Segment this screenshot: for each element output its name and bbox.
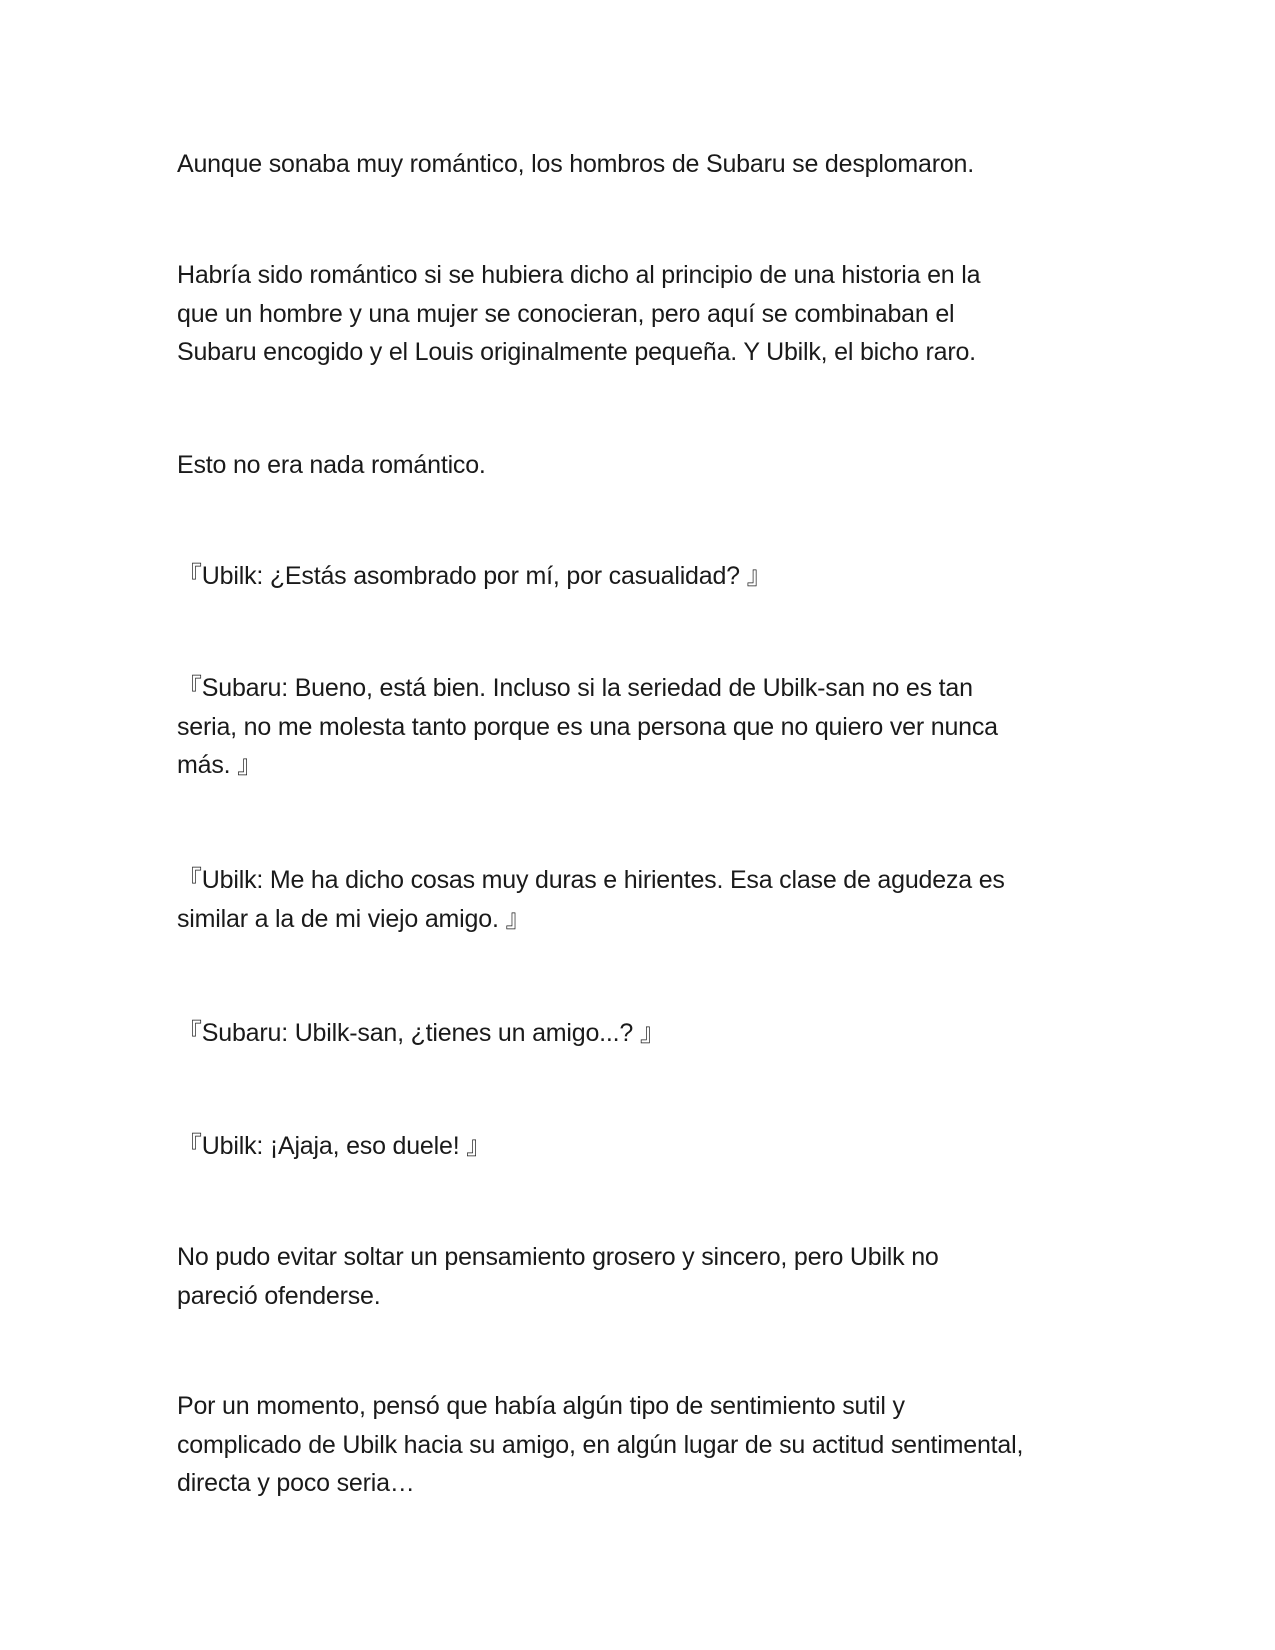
dialogue-ubilk-2: 『Ubilk: Me ha dicho cosas muy duras e hirientes. Esa clase de agudeza es similar a la de mi viejo amigo. 』 bbox=[177, 866, 1005, 933]
paragraph-1: Aunque sonaba muy romántico, los hombros de Subaru se desplomaron. bbox=[177, 150, 974, 178]
paragraph-5: Por un momento, pensó que había algún tipo de sentimiento sutil y complicado de Ubilk hacia su amigo, en algún lugar de su actitud sentimental, directa y poco seria… bbox=[177, 1392, 1024, 1497]
paragraph-4: No pudo evitar soltar un pensamiento grosero y sincero, pero Ubilk no pareció ofenderse. bbox=[177, 1243, 939, 1310]
dialogue-subaru-1: 『Subaru: Bueno, está bien. Incluso si la seriedad de Ubilk-san no es tan seria, no me molesta tanto porque es una persona que no quiero ver nunca más. 』 bbox=[177, 674, 998, 779]
dialogue-ubilk-1: 『Ubilk: ¿Estás asombrado por mí, por casualidad? 』 bbox=[177, 562, 772, 590]
dialogue-ubilk-3: 『Ubilk: ¡Ajaja, eso duele! 』 bbox=[177, 1132, 491, 1160]
paragraph-2: Habría sido romántico si se hubiera dicho al principio de una historia en la que un hombre y una mujer se conocieran, pero aquí se combinaban el Subaru encogido y el Louis originalmente pequeña. Y Ubilk, el bicho raro. bbox=[177, 261, 981, 366]
dialogue-subaru-2: 『Subaru: Ubilk-san, ¿tienes un amigo...? 』 bbox=[177, 1019, 665, 1047]
paragraph-3: Esto no era nada romántico. bbox=[177, 451, 486, 479]
